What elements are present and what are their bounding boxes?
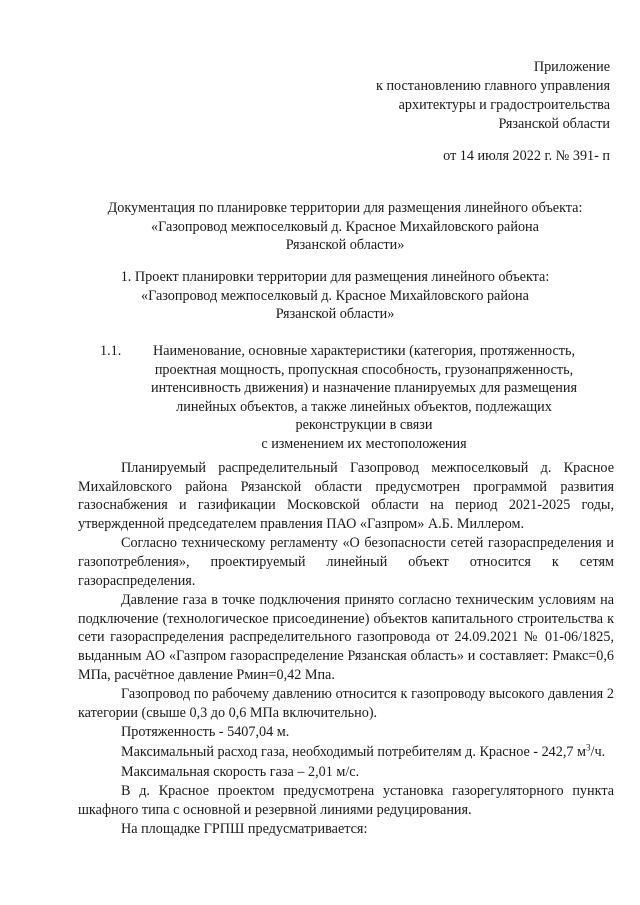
appendix-header [190, 58, 610, 134]
appendix-line-2: к постановлению главного управления [376, 78, 610, 94]
document-body [78, 459, 614, 840]
gas-flow-text: Максимальный расход газа, необходимый потребителям д. Красное - 242,7 м [121, 743, 587, 760]
gas-flow-unit: /ч. [590, 743, 606, 760]
appendix-line-4: Рязанской области [498, 116, 610, 132]
document-title-line-3: Рязанской области» [285, 237, 405, 254]
paragraph-gas-pressure: Давление газа в точке подключения принято согласно техническим условиям на подключение (технологическое присоединение) объектов капитального строительства к сети газораспределения распределительного газопровода от 24.09.2021 № 01-06/1825, выданным АО «Газпром газораспределение Рязанская область» и составляет: Рмакс=0,6 МПа, расчётное давление Рмин=0,42 Мпа. [78, 592, 614, 683]
section-1-heading [100, 268, 570, 324]
section-1-line-3: Рязанской области» [275, 306, 395, 323]
decree-date: от 14 июля 2022 г. № 391- п [443, 148, 610, 164]
section-1-1-number: 1.1. [100, 343, 122, 359]
document-title-line-1: Документация по планировке территории для размещения линейного объекта: [107, 200, 583, 216]
section-1-1-line-2: проектная мощность, пропускная способность, грузонапряженность, [154, 361, 574, 378]
section-1-1-line-1: Наименование, основные характеристики (категория, протяженность, [152, 343, 576, 359]
paragraph-grpsh-installation: В д. Красное проектом предусмотрена установка газорегуляторного пункта шкафного типа с основной и резервной линиями редуцирования. [78, 783, 614, 818]
section-1-1-line-3: интенсивность движения) и назначение планируемых для размещения [150, 380, 578, 397]
document-title-line-2: «Газопровод межпоселковый д. Красное Михайловского района [151, 218, 539, 235]
section-1-1-line-5: реконструкции в связи [295, 417, 433, 434]
paragraph-regulation: Согласно техническому регламенту «О безопасности сетей газораспределения и газопотребления», проектируемый линейный объект относится к сетям газораспределения. [78, 535, 614, 589]
appendix-title: Приложение [533, 59, 610, 75]
paragraph-grpsh-site: На площадке ГРПШ предусматривается: [121, 821, 368, 838]
document-title [60, 199, 630, 255]
gas-flow-exponent: 3 [586, 742, 591, 753]
section-1-1-line-6: с изменением их местоположения [261, 435, 467, 452]
paragraph-pressure-category: Газопровод по рабочему давлению относится к газопроводу высокого давления 2 категории (свыше 0,3 до 0,6 МПа включительно). [78, 686, 614, 721]
appendix-line-3: архитектуры и градостроительства [398, 97, 610, 113]
paragraph-pipeline-program: Планируемый распределительный Газопровод межпоселковый д. Красное Михайловского района Рязанской области предусмотрен программой развития газоснабжения и газификации Московской области на период 2021-2025 годы, утвержденной председателем правления ПАО «Газпром» А.Б. Миллером. [78, 460, 614, 532]
section-1-line-1: 1. Проект планировки территории для размещения линейного объекта: [120, 269, 550, 285]
section-1-line-2: «Газопровод межпоселковый д. Красное Михайловского района [141, 287, 529, 304]
section-1-1-text [128, 342, 600, 454]
paragraph-gas-speed: Максимальная скорость газа – 2,01 м/с. [121, 763, 360, 780]
paragraph-gas-flow [78, 743, 614, 762]
paragraph-length: Протяженность - 5407,04 м. [121, 724, 290, 741]
section-1-1-line-4: линейных объектов, а также линейных объектов, подлежащих [176, 398, 552, 415]
